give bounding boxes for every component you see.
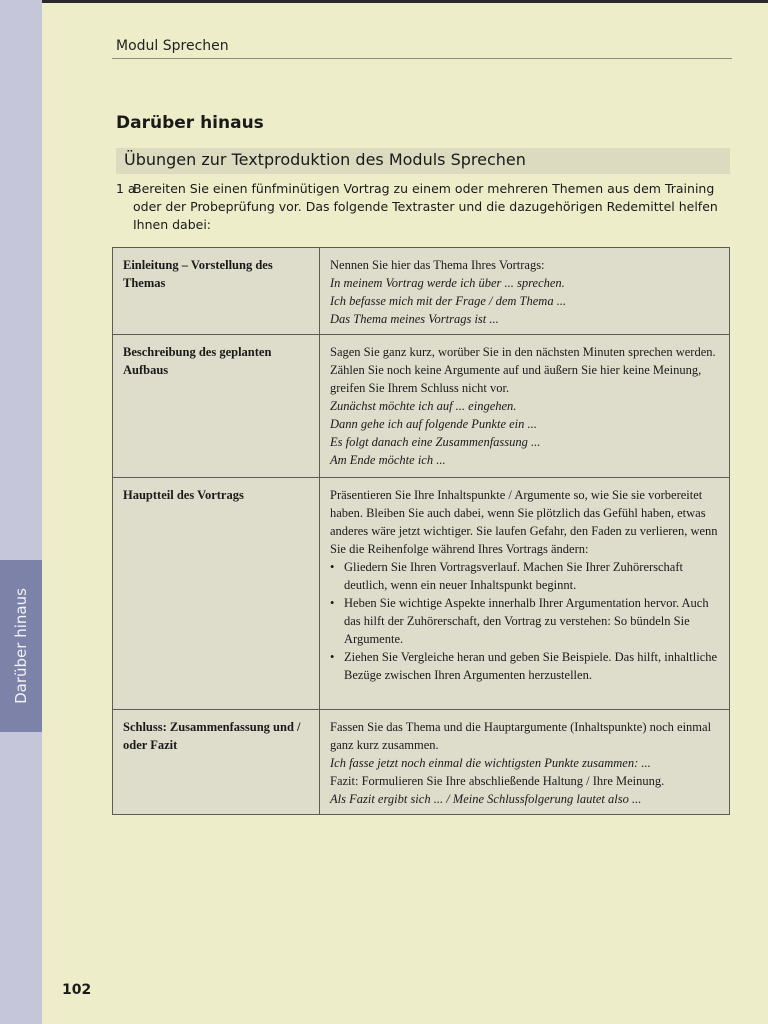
row-label: Schluss: Zusammenfassung und / oder Fazit (113, 710, 320, 815)
list-item: • Ziehen Sie Vergleiche heran und geben Sie Beispiele. Das hilft, inhaltliche Bezüge zwischen Ihren Argumenten herzustellen. (330, 648, 719, 684)
phrase: Ich befasse mich mit der Frage / dem Thema ... (330, 294, 567, 308)
row-content (320, 478, 730, 710)
list-item: • Gliedern Sie Ihren Vortragsverlauf. Machen Sie Ihrer Zuhörerschaft deutlich, wenn ein neuer Inhaltspunkt beginnt. (330, 558, 719, 594)
row-content (320, 248, 730, 335)
phrase: Es folgt danach eine Zusammenfassung ... (330, 435, 541, 449)
phrase: Am Ende möchte ich ... (330, 453, 446, 467)
row-content (320, 710, 730, 815)
row-label: Einleitung – Vorstellung des Themas (113, 248, 320, 335)
running-head: Modul Sprechen (116, 38, 229, 54)
top-rule (0, 0, 768, 3)
row-intro: Sagen Sie ganz kurz, worüber Sie in den nächsten Minuten sprechen werden. Zählen Sie noch keine Argumente auf und äußern Sie hier keine Meinung, greifen Sie Ihrem Schluss nicht vor. (330, 345, 716, 395)
table-row (113, 335, 730, 478)
bullet-list (330, 558, 719, 684)
phrase: Das Thema meines Vortrags ist ... (330, 312, 499, 326)
chapter-tab-label: Darüber hinaus (12, 588, 30, 704)
row-label: Hauptteil des Vortrags (113, 478, 320, 710)
phrase: Dann gehe ich auf folgende Punkte ein ... (330, 417, 537, 431)
text-raster-table (112, 247, 730, 815)
row-intro: Nennen Sie hier das Thema Ihres Vortrags: (330, 258, 545, 272)
row-label: Beschreibung des geplanten Aufbaus (113, 335, 320, 478)
row-intro: Präsentieren Sie Ihre Inhaltspunkte / Argumente so, wie Sie sie vorbereitet haben. Bleiben Sie auch dabei, wenn Sie plötzlich das Gefühl haben, etwas anderes wäre jetzt wichtiger. Sie laufen Gefahr, den Faden zu verlieren, wenn Sie die Reihenfolge während Ihres Vortrags ändern: (330, 488, 718, 556)
section-title: Darüber hinaus (116, 113, 264, 133)
header-rule (112, 58, 732, 59)
table-row (113, 710, 730, 815)
subsection-title: Übungen zur Textproduktion des Moduls Sprechen (124, 150, 526, 169)
task-number: 1 a (116, 181, 136, 196)
phrase: Zunächst möchte ich auf ... eingehen. (330, 399, 517, 413)
task-instruction (116, 180, 732, 234)
row-content (320, 335, 730, 478)
task-text: Bereiten Sie einen fünfminütigen Vortrag zu einem oder mehreren Themen aus dem Training oder der Probeprüfung vor. Das folgende Textraster und die dazugehörigen Redemittel helfen Ihnen dabei: (133, 181, 718, 232)
table-row (113, 248, 730, 335)
page-number: 102 (62, 982, 92, 998)
phrase: Als Fazit ergibt sich ... / Meine Schlussfolgerung lautet also ... (330, 792, 642, 806)
list-item: • Heben Sie wichtige Aspekte innerhalb Ihrer Argumentation hervor. Auch das hilft der Zuhörerschaft, den Vortrag zu verstehen: So bündeln Sie Argumente. (330, 594, 719, 648)
phrase: In meinem Vortrag werde ich über ... sprechen. (330, 276, 565, 290)
fazit-text: Fazit: Formulieren Sie Ihre abschließende Haltung / Ihre Meinung. (330, 774, 665, 788)
page-sidebar (0, 0, 42, 1024)
phrase: Ich fasse jetzt noch einmal die wichtigsten Punkte zusammen: ... (330, 756, 651, 770)
table-row (113, 478, 730, 710)
row-intro: Fassen Sie das Thema und die Hauptargumente (Inhaltspunkte) noch einmal ganz kurz zusammen. (330, 720, 712, 752)
